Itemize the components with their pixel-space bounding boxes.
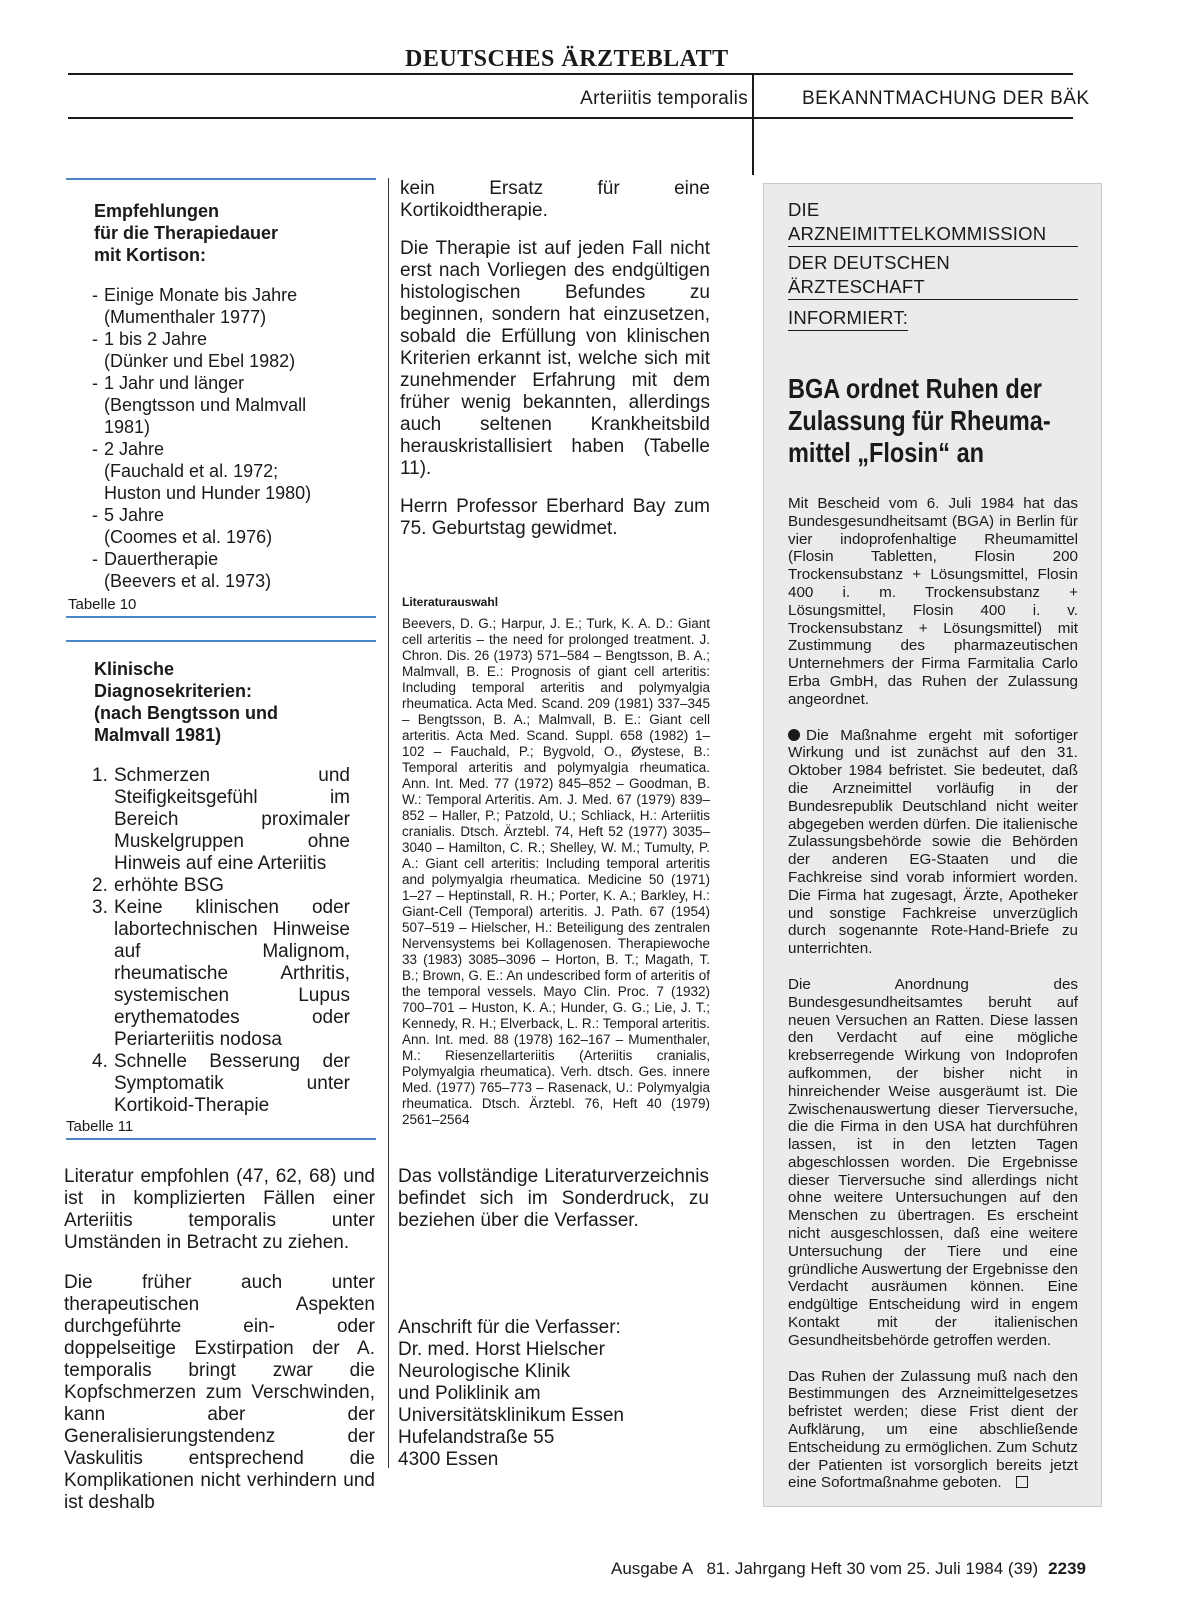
therapy-duration-item [92, 306, 364, 328]
list-item-text: (Fauchald et al. 1972; [104, 461, 279, 481]
notice-title: BGA ordnet Ruhen der Zulassung für Rheuma- mittel „Flosin“ an [788, 373, 1051, 468]
list-item-text: 5 Jahre [104, 505, 165, 525]
criterion-text: Keine klinischen oder labortechnischen Hinweise auf Malignom, rheumatische Arthritis, systemischen Lupus erythematodes oder Periarteriitis nodosa [114, 897, 350, 1050]
notice-paragraph-2: Die Maßnahme ergeht mit sofortiger Wirkung und ist zunächst auf den 31. Oktober 1984 befristet. Sie bedeutet, daß die Arzneimittel vorläufig in der Bundesrepublik Deutschland nicht weiter abgegeben werden dürfen. Die italienische Zulassungsbehörde sowie die Behörden der anderen EG-Staaten und die Fachkreise sind vorab informiert worden. Die Firma hat zugesagt, Ärzte, Apotheker und sonstige Fachkreise unverzüglich durch sogenannte Rote-Hand-Briefe zu unterrichten. [788, 726, 1078, 958]
list-item-text: Dauertherapie [104, 549, 219, 569]
criterion-text: Schnelle Besserung der Symptomatik unter Kortikoid-Therapie [114, 1051, 350, 1116]
list-marker [92, 570, 104, 592]
diagnosis-criteria-title: Klinische Diagnosekriterien: (nach Bengtsson und Malmvall 1981) [94, 659, 278, 745]
list-item-text: (Bengtsson und Malmvall [104, 395, 307, 415]
list-item-text: (Coomes et al. 1976) [104, 527, 273, 547]
list-marker: - [92, 439, 98, 459]
list-item-text: 1981) [104, 417, 151, 437]
table-caption-11: Tabelle 11 [66, 1118, 134, 1135]
box-rule-bottom [66, 1138, 376, 1140]
box-rule-top-2 [66, 640, 376, 642]
therapy-duration-item [92, 284, 364, 306]
author-address: Anschrift für die Verfasser: Dr. med. Horst Hielscher Neurologische Klinik und Poliklinik am Universitätsklinikum Essen Hufelandstraße 55 4300 Essen [398, 1317, 624, 1470]
references-title: Literaturauswahl [402, 595, 499, 609]
end-mark-icon [1016, 1476, 1028, 1488]
list-marker [92, 306, 104, 328]
col2-paragraph-3: Das vollständige Literaturverzeichnis befindet sich im Sonderdruck, zu beziehen über die Verfasser. [398, 1166, 709, 1231]
therapy-duration-item [92, 350, 364, 372]
column-divider [388, 178, 389, 1468]
criterion-number: 3. [92, 897, 108, 918]
therapy-duration-item [92, 372, 364, 394]
therapy-duration-item [92, 548, 364, 570]
bullet-icon [788, 729, 800, 741]
diagnosis-criterion [92, 875, 350, 897]
diagnosis-criteria-list [92, 765, 350, 1117]
dedication: Herrn Professor Eberhard Bay zum 75. Geburtstag gewidmet. [400, 496, 710, 539]
list-item-text: (Dünker und Ebel 1982) [104, 351, 296, 371]
therapy-duration-item [92, 460, 364, 482]
list-item-text: 2 Jahre [104, 439, 165, 459]
masthead: DEUTSCHES ÄRZTEBLATT [405, 46, 729, 72]
list-marker: - [92, 505, 98, 525]
list-marker [92, 460, 104, 482]
col2-paragraph-2: Die Therapie ist auf jeden Fall nicht erst nach Vorliegen des endgültigen histologischen Befundes zu beginnen, sondern hat einzusetzen, sobald die Erfüllung von klinischen Kriterien erkannt ist, welche sich mit zunehmender Erfahrung mit dem früher wenig bekannten, allerdings auch seltenen Krankheitsbild herauskristallisiert haben (Tabelle 11). [400, 238, 710, 479]
therapy-duration-item [92, 482, 364, 504]
list-item-text: Huston und Hunder 1980) [104, 483, 312, 503]
list-marker: - [92, 549, 98, 569]
diagnosis-criterion [92, 897, 350, 1051]
references-list: Beevers, D. G.; Harpur, J. E.; Turk, K. A. D.: Giant cell arteritis – the need for prolonged treatment. J. Chron. Dis. 26 (1973) 571–584 – Bengtsson, B. A.; Malmvall, B. E.: Prognosis of giant cell arteritis: Including temporal arteritis and polymyalgia rheumatica. Acta Med. Scand. 209 (1981) 337–345 – Bengtsson, B. A.; Malmvall, B. E.: Giant cell arteritis. Acta Med. Scand. Suppl. 658 (1982) 1–102 – Fauchald, P.; Bygvold, O., Øystese, B.: Temporal arteritis and polymyalgia rheumatica. Ann. Int. Med. 77 (1972) 845–852 – Goodman, B. W.: Temporal Arteritis. Am. J. Med. 67 (1979) 839–852 – Haller, P.; Patzold, U.; Schliack, H.: Arteriitis cranialis. Dtsch. Ärztebl. 74, Heft 52 (1977) 3035–3040 – Hamilton, C. R.; Shelley, W. M.; Tumulty, P. A.: Giant cell arteritis: Including temporal arteritis and polymyalgia rheumatica. Medicine 50 (1971) 1–27 – Heptinstall, R. H.; Porter, K. A.; Barkley, H.: Giant-Cell (Temporal) arteritis. J. Path. 67 (1954) 507–519 – Hielscher, H.: Beteiligung des zentralen Nervensystems bei Kollagenosen. Therapiewoche 33 (1983) 3085–3096 – Horton, B. T.; Magath, T. B.; Brown, G. E.: An undescribed form of arteritis of the temporal vessels. Mayo Clin. Proc. 7 (1932) 700–701 – Huston, K. A.; Hunder, G. G.; Lie, J. T.; Kennedy, R. H.; Elverback, L. R.: Temporal arteritis. Ann. Int. med. 88 (1978) 162–167 – Mumenthaler, M.: Riesenzellarteriitis (Arteriitis cranialis, Polymyalgia rheumatica). Verh. dtsch. Ges. innere Med. (1977) 765–773 – Rasenack, U.: Polymyalgia rheumatica. Dtsch. Ärztebl. 76, Heft 40 (1979) 2561–2564 [402, 616, 710, 1127]
header-top-rule [68, 73, 1073, 75]
notice-heading: DIE ARZNEIMITTELKOMMISSION DER DEUTSCHEN ÄRZTESCHAFT INFORMIERT: [788, 198, 1078, 335]
therapy-duration-title: Empfehlungen für die Therapiedauer mit Kortison: [94, 201, 279, 265]
criterion-number: 4. [92, 1051, 108, 1072]
col1-paragraph-2: Die früher auch unter therapeutischen Aspekten durchgeführte ein- oder doppelseitige Exstirpation der A. temporalis bringt zwar die Kopfschmerzen zum Verschwinden, kann aber der Generalisierungstendenz der Vaskulitis entsprechend die Komplikationen nicht verhindern und ist deshalb [64, 1272, 375, 1513]
list-marker [92, 416, 104, 438]
therapy-duration-item [92, 570, 364, 592]
criterion-text: Schmerzen und Steifigkeitsgefühl im Bereich proximaler Muskelgruppen ohne Hinweis auf eine Arteriitis [114, 765, 350, 874]
table-caption-10: Tabelle 10 [68, 596, 137, 613]
notice-paragraph-3: Die Anordnung des Bundesgesundheitsamtes beruht auf neuen Versuchen an Ratten. Diese lassen den Verdacht auf eine mögliche krebserregende Wirkung von Indoprofen aufkommen, der bisher nicht in hinreichender Weise ausgeräumt ist. Die Zwischenauswertung dieser Tierversuche, die die Firma in den USA hat durchführen lassen, ist in den letzten Tagen abgeschlossen worden. Die Ergebnisse dieser Tierversuche sind allerdings nicht ohne weitere Untersuchungen auf den Menschen zu übertragen. Es erscheint nicht ausgeschlossen, daß eine weitere Untersuchung der Tiere und eine gründliche Auswertung der Ergebnisse den Verdacht ausräumen können. Eine endgültige Entscheidung wird in engem Kontakt mit der italienischen Gesundheitsbehörde getroffen werden. [788, 975, 1078, 1349]
page-footer [611, 1559, 1086, 1579]
box-rule-mid [66, 616, 376, 618]
page-number: 2239 [1048, 1559, 1086, 1578]
header-bottom-rule [68, 117, 1073, 119]
list-item-text: 1 Jahr und länger [104, 373, 245, 393]
list-marker: - [92, 285, 98, 305]
diagnosis-criterion [92, 1051, 350, 1117]
col2-paragraph-1: kein Ersatz für eine Kortikoidtherapie. [400, 178, 710, 221]
therapy-duration-item [92, 394, 364, 416]
notice-paragraph-4: Das Ruhen der Zulassung muß nach den Bestimmungen des Arzneimittelgesetzes befristet werden; diese Frist dient der Aufklärung, um eine abschließende Entscheidung zu ermöglichen. Zum Schutz der Patienten ist vorsorglich bereits jetzt eine Sofortmaßnahme geboten. [788, 1367, 1078, 1492]
box-rule-top [66, 178, 376, 180]
list-item-text: Einige Monate bis Jahre [104, 285, 298, 305]
list-item-text: (Mumenthaler 1977) [104, 307, 267, 327]
list-item-text: (Beevers et al. 1973) [104, 571, 272, 591]
list-marker: - [92, 373, 98, 393]
drug-commission-notice [763, 183, 1102, 1507]
therapy-duration-item [92, 416, 364, 438]
therapy-duration-item [92, 526, 364, 548]
list-marker [92, 526, 104, 548]
therapy-duration-item [92, 438, 364, 460]
list-marker [92, 350, 104, 372]
list-item-text: 1 bis 2 Jahre [104, 329, 208, 349]
therapy-duration-item [92, 504, 364, 526]
issue-info: Ausgabe A 81. Jahrgang Heft 30 vom 25. Juli 1984 (39) [611, 1559, 1039, 1578]
therapy-duration-item [92, 328, 364, 350]
diagnosis-criterion [92, 765, 350, 875]
criterion-number: 2. [92, 875, 108, 896]
section-title-right: BEKANNTMACHUNG DER BÄK [802, 88, 1090, 109]
criterion-number: 1. [92, 765, 108, 786]
list-marker [92, 394, 104, 416]
header-divider [752, 75, 754, 175]
list-marker [92, 482, 104, 504]
criterion-text: erhöhte BSG [114, 875, 224, 896]
therapy-duration-list [92, 284, 364, 592]
section-title-left: Arteriitis temporalis [580, 88, 748, 109]
col1-paragraph-1: Literatur empfohlen (47, 62, 68) und ist in komplizierten Fällen einer Arteriitis temporalis unter Umständen in Betracht zu ziehen. [64, 1166, 375, 1253]
notice-paragraph-1: Mit Bescheid vom 6. Juli 1984 hat das Bundesgesundheitsamt (BGA) in Berlin für vier indoprofenhaltige Rheumamittel (Flosin Tabletten, Flosin 200 Trockensubstanz + Lösungsmittel, Flosin 400 i. m. Trockensubstanz + Lösungsmittel, Flosin 400 i. v. Trockensubstanz + Lösungsmittel) mit Zustimmung des pharmazeutischen Unternehmers der Firma Farmitalia Carlo Erba GmbH, das Ruhen der Zulassung angeordnet. [788, 495, 1078, 708]
list-marker: - [92, 329, 98, 349]
